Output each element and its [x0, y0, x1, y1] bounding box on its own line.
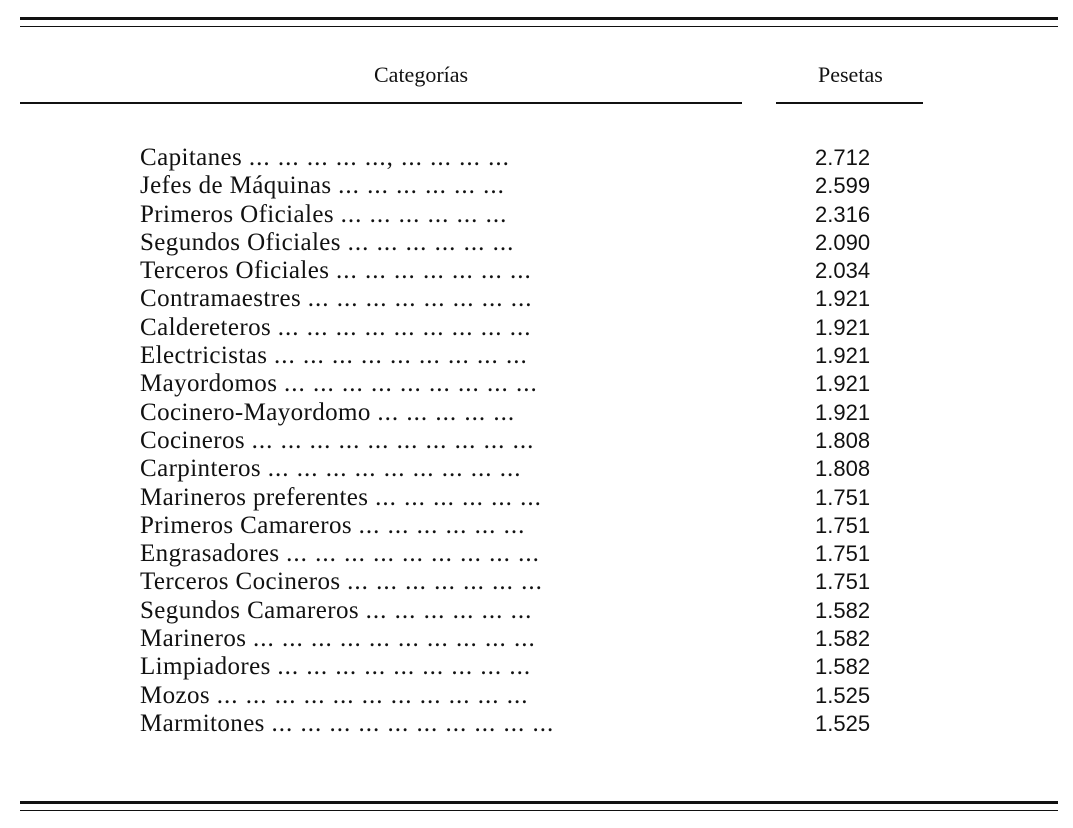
pesetas-value: 1.582 — [815, 654, 871, 680]
leader-dots: ... ... ... ... ... ... ... ... ... ... ... — [216, 681, 529, 709]
pesetas-value: 1.582 — [815, 597, 871, 623]
category-label: Marmitones — [140, 709, 265, 737]
leader-dots: ... ... ... ... ... ... ... ... ... ... — [253, 625, 536, 653]
leader-dots: ... ... ... ... ... ... — [338, 172, 505, 200]
table-row — [140, 568, 910, 596]
category-label: Terceros Cocineros — [140, 568, 341, 596]
table-row — [140, 597, 910, 625]
leader-dots: ... ... ... ... ... ... ... — [347, 568, 543, 596]
category-label: Contramaestres — [140, 285, 302, 313]
leader-dots: ... ... ... ... ... ... ... ... ... — [277, 313, 532, 341]
top-double-rule-upper — [20, 17, 1058, 20]
table-row — [140, 653, 910, 681]
category-label: Electricistas — [140, 342, 268, 370]
category-label: Cocinero-Mayordomo — [140, 398, 371, 426]
pesetas-value: 1.525 — [815, 682, 871, 708]
pesetas-value: 2.034 — [815, 258, 871, 284]
table-row — [140, 314, 910, 342]
leader-dots: ... ... ... ... ... ... ... ... — [307, 285, 533, 313]
table-row — [140, 512, 910, 540]
table-row — [140, 682, 910, 710]
pesetas-value: 1.921 — [815, 286, 871, 312]
category-label: Limpiadores — [140, 653, 271, 681]
leader-dots: ... ... ... ... ... ... ... ... ... — [274, 342, 528, 370]
leader-dots: ... ... ... ... ... ... ... ... ... — [283, 370, 538, 398]
leader-dots: ... ... ... ... ... — [377, 398, 516, 426]
wage-table — [140, 144, 910, 738]
table-row — [140, 201, 910, 229]
category-label: Marineros — [140, 625, 247, 653]
table-row — [140, 257, 910, 285]
table-row — [140, 399, 910, 427]
leader-dots: ... ... ... ... ... ... ... ... ... — [286, 540, 540, 568]
column-header-categorias: Categorías — [374, 62, 469, 87]
category-label: Terceros Oficiales — [140, 257, 330, 285]
pesetas-value: 1.751 — [815, 541, 871, 567]
pesetas-value: 1.921 — [815, 314, 871, 340]
leader-dots: ... ... ... ... ... ... — [340, 200, 508, 228]
table-row — [140, 144, 910, 172]
pesetas-value: 1.751 — [815, 484, 871, 510]
bottom-double-rule-lower — [20, 810, 1058, 811]
category-label: Cocineros — [140, 426, 245, 454]
category-label: Marineros preferentes — [140, 483, 369, 511]
table-row — [140, 370, 910, 398]
pesetas-value: 1.808 — [815, 427, 871, 453]
pesetas-value: 2.599 — [815, 173, 871, 199]
table-row — [140, 342, 910, 370]
pesetas-value: 1.582 — [815, 626, 871, 652]
pesetas-value: 1.921 — [815, 343, 871, 369]
leader-dots: ... ... ... ... ... ... ... ... ... ... — [271, 709, 555, 737]
table-row — [140, 172, 910, 200]
pesetas-value: 2.090 — [815, 229, 871, 255]
leader-dots: ... ... ... ... ... ... — [347, 228, 515, 256]
pesetas-value: 2.316 — [815, 201, 871, 227]
category-label: Mayordomos — [140, 370, 278, 398]
leader-dots: ... ... ... ... ... ... ... ... ... — [277, 653, 532, 681]
pesetas-value: 1.751 — [815, 512, 871, 538]
pesetas-value: 1.751 — [815, 569, 871, 595]
categorias-header-underline — [20, 102, 742, 104]
pesetas-header-underline — [776, 102, 923, 104]
top-double-rule-lower — [20, 26, 1058, 27]
table-row — [140, 625, 910, 653]
table-row — [140, 455, 910, 483]
pesetas-value: 1.525 — [815, 710, 871, 736]
table-row — [140, 540, 910, 568]
leader-dots: ... ... ... ... ..., ... ... ... ... — [248, 144, 510, 171]
leader-dots: ... ... ... ... ... ... — [375, 483, 542, 511]
pesetas-value: 2.712 — [815, 145, 871, 170]
table-row — [140, 427, 910, 455]
table-row — [140, 285, 910, 313]
leader-dots: ... ... ... ... ... ... ... — [336, 257, 532, 285]
category-label: Mozos — [140, 681, 211, 709]
category-label: Caldereteros — [140, 313, 272, 341]
category-label: Capitanes — [140, 144, 243, 171]
category-label: Primeros Camareros — [140, 511, 353, 539]
category-label: Segundos Camareros — [140, 596, 359, 624]
pesetas-value: 1.921 — [815, 399, 871, 425]
category-label: Jefes de Máquinas — [140, 172, 332, 200]
leader-dots: ... ... ... ... ... ... — [365, 596, 533, 624]
column-header-pesetas: Pesetas — [818, 62, 883, 87]
leader-dots: ... ... ... ... ... ... — [358, 511, 526, 539]
table-row — [140, 229, 910, 257]
leader-dots: ... ... ... ... ... ... ... ... ... ... — [251, 426, 535, 454]
category-label: Primeros Oficiales — [140, 200, 334, 228]
table-row — [140, 710, 910, 738]
category-label: Carpinteros — [140, 455, 262, 483]
leader-dots: ... ... ... ... ... ... ... ... ... — [267, 455, 522, 483]
pesetas-value: 1.808 — [815, 456, 871, 482]
category-label: Segundos Oficiales — [140, 228, 341, 256]
bottom-double-rule-upper — [20, 801, 1058, 804]
category-label: Engrasadores — [140, 540, 280, 568]
pesetas-value: 1.921 — [815, 371, 871, 397]
table-row — [140, 484, 910, 512]
